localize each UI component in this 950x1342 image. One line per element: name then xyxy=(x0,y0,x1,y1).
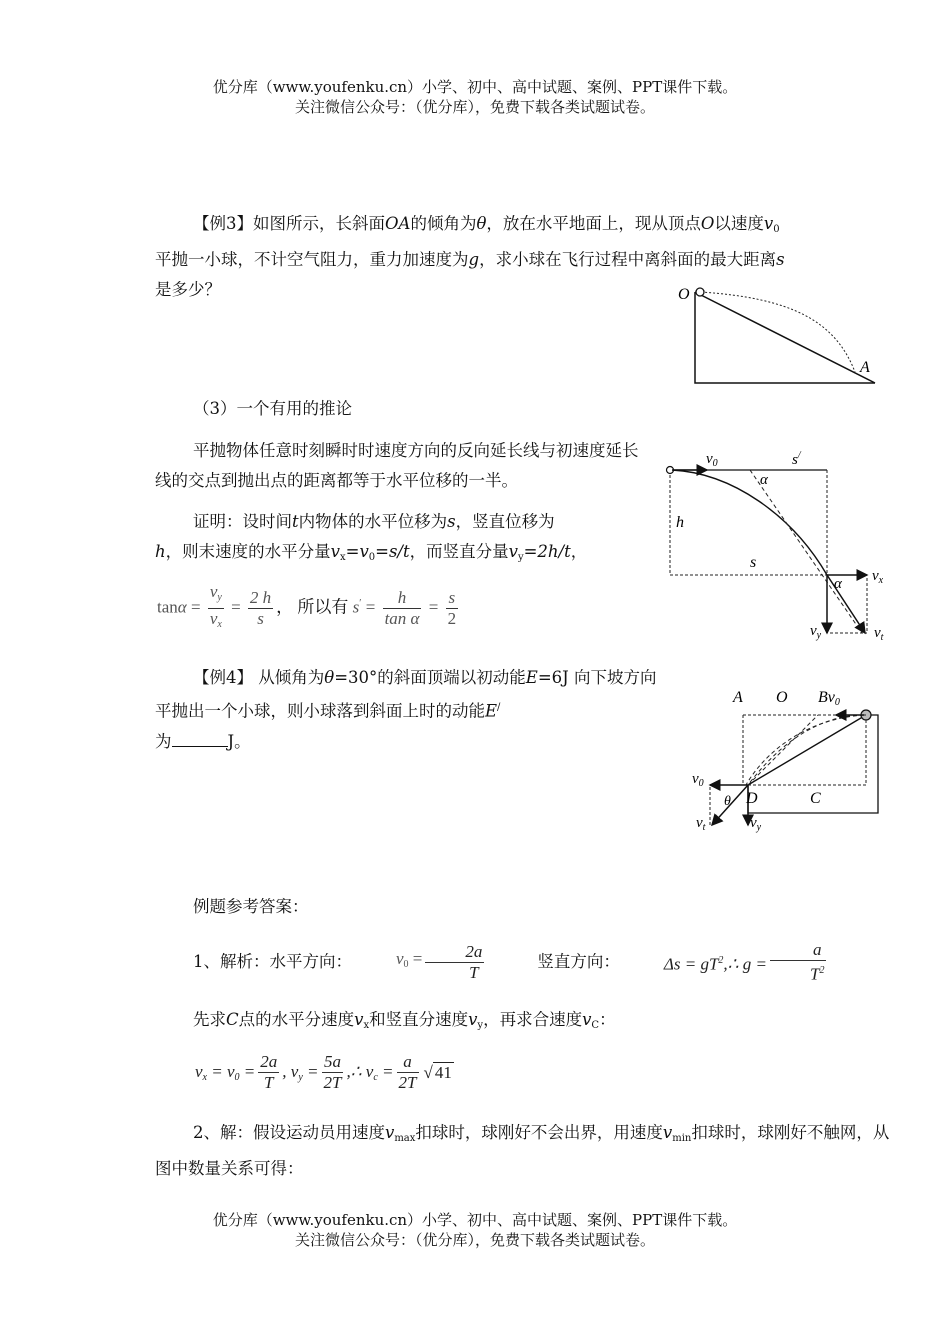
v0-label: $v_0$ xyxy=(706,451,718,469)
slope-figure-ex3 xyxy=(670,280,885,390)
point-A-label: A xyxy=(733,689,743,706)
point-O-label: O xyxy=(678,286,690,303)
answer-blank[interactable] xyxy=(172,730,228,747)
h-label: h xyxy=(676,514,684,531)
tan-alpha-formula: tanα = $\frac{v_y}{v_x}$ = $\frac{2 h}{s}$ ， 所以有 s′ = $\frac{h}{\text{tan α}}$ = $\frac{s}{2}$ xyxy=(157,582,461,635)
example-4-text: 【例4】 从倾角为θ=30°的斜面顶端以初动能E=6J 向下坡方向平抛出一个小球，则小球落到斜面上时的动能E/ 为 J。 xyxy=(155,668,657,751)
point-O-label: O xyxy=(776,689,788,706)
answer-1-line-1: 1、解析：水平方向： $v_0$ = $\frac{2a}{T}$ 竖直方向： $\Delta s = gT^2,\therefore$ g = $\frac{a}{T^2}$ xyxy=(193,940,825,984)
vx-label: $v_x$ xyxy=(872,568,884,586)
theta-label: θ xyxy=(724,794,731,809)
vy-label: $v_y$ xyxy=(810,623,822,641)
s-prime-label: s/ xyxy=(792,450,801,468)
section-3-heading: （3）一个有用的推论 xyxy=(193,399,352,418)
answer-2-text: 2、解：假设运动员用速度$v_{max}$扣球时，球刚好不会出界，用速度$v_{min}$扣球时，球刚好不触网，从图中数量关系可得： xyxy=(155,1123,890,1178)
footer-line-2: 关注微信公众号：（优分库），免费下载各类试题试卷。 xyxy=(294,1231,655,1249)
slope-figure-ex4 xyxy=(688,685,888,835)
page-footer xyxy=(0,1210,950,1250)
header-line-2: 关注微信公众号：（优分库），免费下载各类试题试卷。 xyxy=(294,98,655,116)
page-header xyxy=(0,77,950,117)
projectile-figure xyxy=(662,445,897,645)
velocity-formula: $v_x = v_0$ = $\frac{2a}{T}$ , $v_y$ = $\frac{5a}{2T}$ ,∴ $v_c$ = $\frac{a}{2T}$ √ 41 xyxy=(195,1052,452,1092)
proof-text: 证明：设时间t内物体的水平位移为s，竖直位移为 h，则末速度的水平分量$v_x=v_0=s/t$，而竖直分量$v_y=2h/t$， xyxy=(155,512,588,563)
alpha-top-label: α xyxy=(760,472,768,488)
vt-label: $v_t$ xyxy=(874,625,884,643)
vy-label: $v_y$ xyxy=(750,815,762,833)
point-C-label: C xyxy=(810,790,821,807)
footer-line-1: 优分库（www.youfenku.cn）小学、初中、高中试题、案例、PPT课件下载。 xyxy=(212,1211,738,1229)
answers-title: 例题参考答案： xyxy=(193,897,309,916)
v0-left-label: $v_0$ xyxy=(692,771,704,789)
section-3-paragraph: 平抛物体任意时刻瞬时时速度方向的反向延长线与初速度延长线的交点到抛出点的距离都等于水平位移的一半。 xyxy=(155,441,639,490)
answer-1-line-2: 先求C点的水平分速度$v_x$和竖直分速度$v_y$，再求合速度$v_C$： xyxy=(193,1010,616,1031)
example-3-text: 【例3】如图所示，长斜面OA的倾角为θ，放在水平地面上，现从顶点O以速度$v_0$ 平抛一小球，不计空气阻力，重力加速度为g，求小球在飞行过程中离斜面的最大距离s 是多少？ xyxy=(155,214,785,299)
alpha-bottom-label: α xyxy=(834,576,842,592)
point-A-label: A xyxy=(860,359,870,376)
s-label: s xyxy=(750,554,757,571)
point-D-label: D xyxy=(746,790,758,807)
vt-label: $v_t$ xyxy=(696,815,706,833)
header-line-1: 优分库（www.youfenku.cn）小学、初中、高中试题、案例、PPT课件下载。 xyxy=(212,78,738,96)
point-B-label: Bv0 xyxy=(818,689,840,708)
